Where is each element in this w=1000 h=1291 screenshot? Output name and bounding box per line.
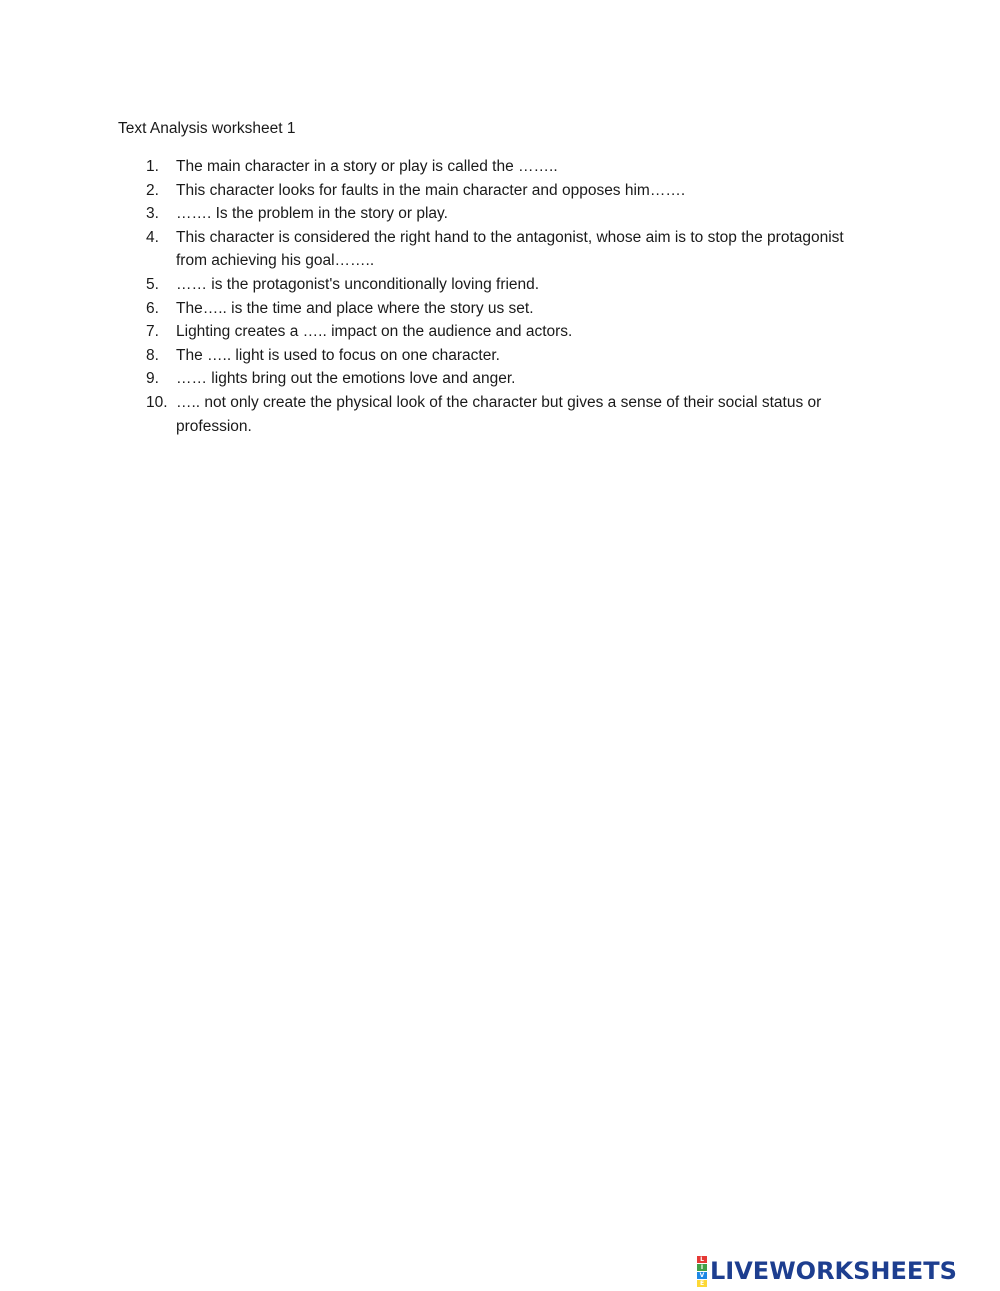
question-text: The….. is the time and place where the story us set. — [176, 299, 534, 317]
question-text: The main character in a story or play is called the …….. — [176, 158, 558, 175]
question-item — [118, 344, 878, 368]
question-item — [118, 273, 878, 297]
question-number: 4. — [146, 228, 159, 246]
question-text: ….. not only create the physical look of the character but gives a sense of their social status or profession. — [176, 393, 822, 435]
brand-name: LIVEWORKSHEETS — [710, 1257, 957, 1285]
question-number: 10. — [146, 393, 168, 411]
question-item — [118, 155, 878, 179]
worksheet-title: Text Analysis worksheet 1 — [118, 120, 296, 137]
question-item — [118, 320, 878, 344]
question-text: …… is the protagonist's unconditionally loving friend. — [176, 275, 540, 293]
question-item — [118, 391, 878, 438]
question-text: This character looks for faults in the main character and opposes him……. — [176, 181, 686, 199]
question-number: 7. — [146, 323, 159, 341]
question-number: 6. — [146, 299, 159, 317]
logo-block-v: V — [697, 1272, 707, 1279]
logo-icon — [697, 1256, 707, 1287]
question-text: ……. Is the problem in the story or play. — [176, 205, 448, 223]
question-item — [118, 367, 878, 391]
liveworksheets-logo — [697, 1257, 957, 1285]
question-number: 1. — [146, 158, 159, 175]
logo-block-l: L — [697, 1256, 707, 1263]
question-number: 8. — [146, 346, 159, 364]
question-text: This character is considered the right hand to the antagonist, whose aim is to stop the protagonist from achieving his goal…….. — [176, 228, 844, 270]
logo-block-i: I — [697, 1264, 707, 1271]
question-number: 9. — [146, 370, 159, 388]
question-item — [118, 202, 878, 226]
question-item — [118, 179, 878, 203]
question-list — [118, 155, 878, 438]
question-number: 5. — [146, 275, 159, 293]
question-text: Lighting creates a ….. impact on the audience and actors. — [176, 323, 573, 341]
question-text: The ….. light is used to focus on one character. — [176, 346, 500, 364]
question-text: …… lights bring out the emotions love and anger. — [176, 370, 516, 388]
question-number: 3. — [146, 205, 159, 223]
question-item — [118, 226, 878, 273]
logo-block-e: E — [697, 1280, 707, 1287]
question-number: 2. — [146, 181, 159, 199]
question-item — [118, 297, 878, 321]
